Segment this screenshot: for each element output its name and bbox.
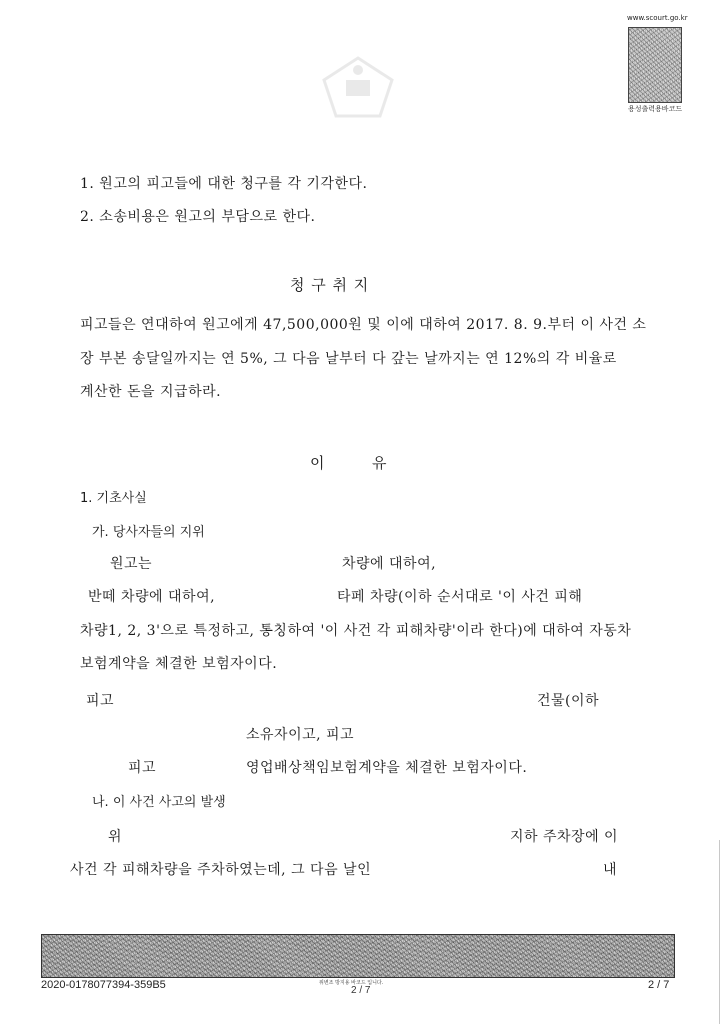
judgment-item-2: 2. 소송비용은 원고의 부담으로 한다.: [80, 209, 316, 225]
claim-line-2: 장 부본 송달일까지는 연 5%, 그 다음 날부터 다 갚는 날까지는 연 12%의 각 비율로: [80, 351, 617, 367]
scan-edge-line: [719, 840, 720, 1024]
party-line-1-right: 차량에 대하여,: [342, 556, 437, 572]
reasons-heading-left: 이: [310, 454, 325, 472]
party-line-1-left: 원고는: [110, 556, 153, 572]
verification-barcode-caption: 용성출력용바코드: [628, 105, 683, 113]
page-number-center: 2 / 7: [351, 985, 371, 996]
party-line-4: 보험계약을 체결한 보험자이다.: [80, 656, 278, 672]
document-id: 2020-0178077394-359B5: [41, 979, 166, 991]
claim-line-3: 계산한 돈을 지급하라.: [80, 384, 222, 400]
party-line-3: 차량1, 2, 3'으로 특정하고, 통칭하여 '이 사건 각 피해차량'이라 한다)에 대하여 자동차: [80, 623, 632, 639]
accident-line-1-right: 지하 주차장에 이: [510, 829, 619, 845]
reasons-heading-right: 유: [372, 454, 387, 472]
court-emblem-watermark: [322, 56, 394, 118]
subsection-b-title: 나. 이 사건 사고의 발생: [92, 795, 226, 810]
verification-url: www.scourt.go.kr: [627, 14, 688, 22]
party-line-7-left: 피고: [128, 760, 157, 776]
party-line-2-left: 반떼 차량에 대하여,: [88, 589, 216, 605]
verification-2d-barcode: [628, 27, 682, 103]
party-line-5-left: 피고: [86, 693, 115, 709]
section-1-title: 1. 기초사실: [80, 491, 147, 506]
accident-line-2-left: 사건 각 피해차량을 주차하였는데, 그 다음 날인: [70, 862, 372, 878]
barcode-note: 위변조 방지용 바코드 입니다.: [319, 980, 384, 986]
claim-line-1: 피고들은 연대하여 원고에게 47,500,000원 및 이에 대하여 2017. 8. 9.부터 이 사건 소: [80, 317, 647, 333]
party-line-5-right: 건물(이하: [537, 693, 600, 709]
subsection-a-title: 가. 당사자들의 지위: [92, 525, 205, 540]
claim-heading: 청 구 취 지: [290, 276, 370, 294]
party-line-6: 소유자이고, 피고: [246, 727, 355, 743]
page-number-right: 2 / 7: [648, 979, 670, 991]
judgment-item-1: 1. 원고의 피고들에 대한 청구를 각 기각한다.: [80, 176, 368, 192]
anti-forgery-barcode: [41, 934, 675, 978]
accident-line-2-right: 내: [603, 862, 618, 878]
party-line-2-right: 타페 차량(이하 순서대로 '이 사건 피해: [337, 589, 583, 605]
party-line-7-right: 영업배상책임보험계약을 체결한 보험자이다.: [246, 760, 528, 776]
accident-line-1-left: 위: [108, 829, 123, 845]
